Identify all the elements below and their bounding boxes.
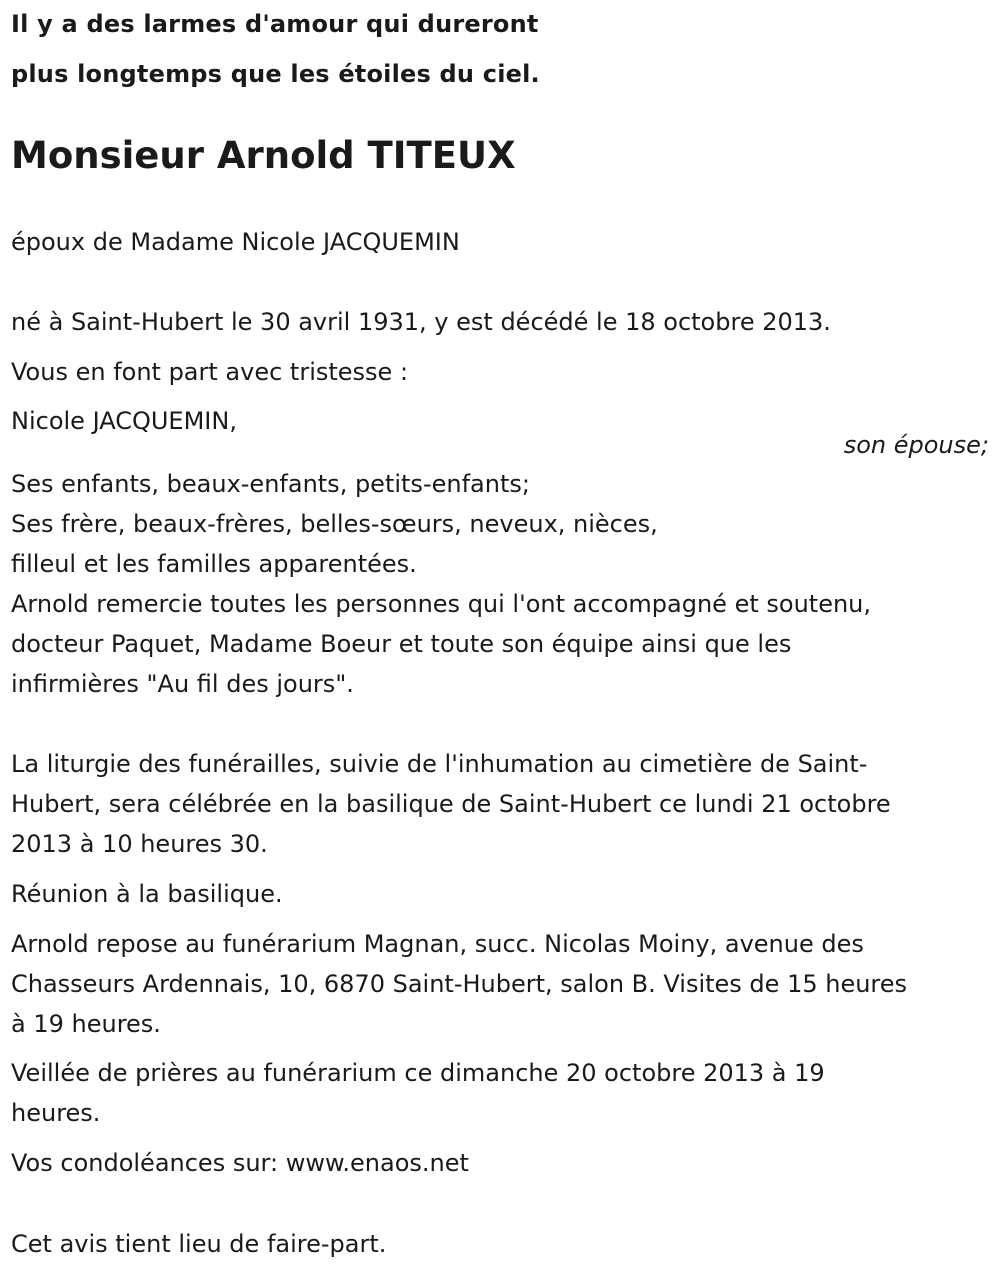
quote-line-1: Il y a des larmes d'amour qui dureront [11, 10, 539, 38]
spouse-line: époux de Madame Nicole JACQUEMIN [11, 228, 460, 256]
liturgy-line-2: Hubert, sera célébrée en la basilique de Saint-Hubert ce lundi 21 octobre [11, 790, 891, 818]
thanks-line-1: Arnold remercie toutes les personnes qui l'ont accompagné et soutenu, [11, 590, 872, 618]
thanks-line-3: infirmières "Au fil des jours". [11, 670, 354, 698]
thanks-line-2: docteur Paquet, Madame Boeur et toute son équipe ainsi que les [11, 630, 792, 658]
repose-line-1: Arnold repose au funérarium Magnan, succ. Nicolas Moiny, avenue des [11, 930, 864, 958]
quote-line-2: plus longtemps que les étoiles du ciel. [11, 60, 540, 88]
repose-line-3: à 19 heures. [11, 1010, 161, 1038]
repose-line-2: Chasseurs Ardennais, 10, 6870 Saint-Hubert, salon B. Visites de 15 heures [11, 970, 908, 998]
condolences-line: Vos condoléances sur: www.enaos.net [11, 1149, 469, 1177]
family-line-1: Ses enfants, beaux-enfants, petits-enfants; [11, 470, 530, 498]
announce-intro: Vous en font part avec tristesse : [11, 358, 409, 386]
liturgy-line-1: La liturgie des funérailles, suivie de l'inhumation au cimetière de Saint- [11, 750, 868, 778]
family-line-3: filleul et les familles apparentées. [11, 550, 417, 578]
vigil-line-1: Veillée de prières au funérarium ce dimanche 20 octobre 2013 à 19 [11, 1059, 825, 1087]
birth-death-line: né à Saint-Hubert le 30 avril 1931, y est décédé le 18 octobre 2013. [11, 308, 831, 336]
meeting-line: Réunion à la basilique. [11, 880, 283, 908]
widow-name: Nicole JACQUEMIN, [11, 407, 237, 435]
closing-line: Cet avis tient lieu de faire-part. [11, 1230, 387, 1258]
liturgy-line-3: 2013 à 10 heures 30. [11, 830, 268, 858]
vigil-line-2: heures. [11, 1099, 101, 1127]
deceased-name-title: Monsieur Arnold TITEUX [11, 134, 516, 177]
widow-role: son épouse; [843, 431, 989, 459]
family-line-2: Ses frère, beaux-frères, belles-sœurs, neveux, nièces, [11, 510, 658, 538]
